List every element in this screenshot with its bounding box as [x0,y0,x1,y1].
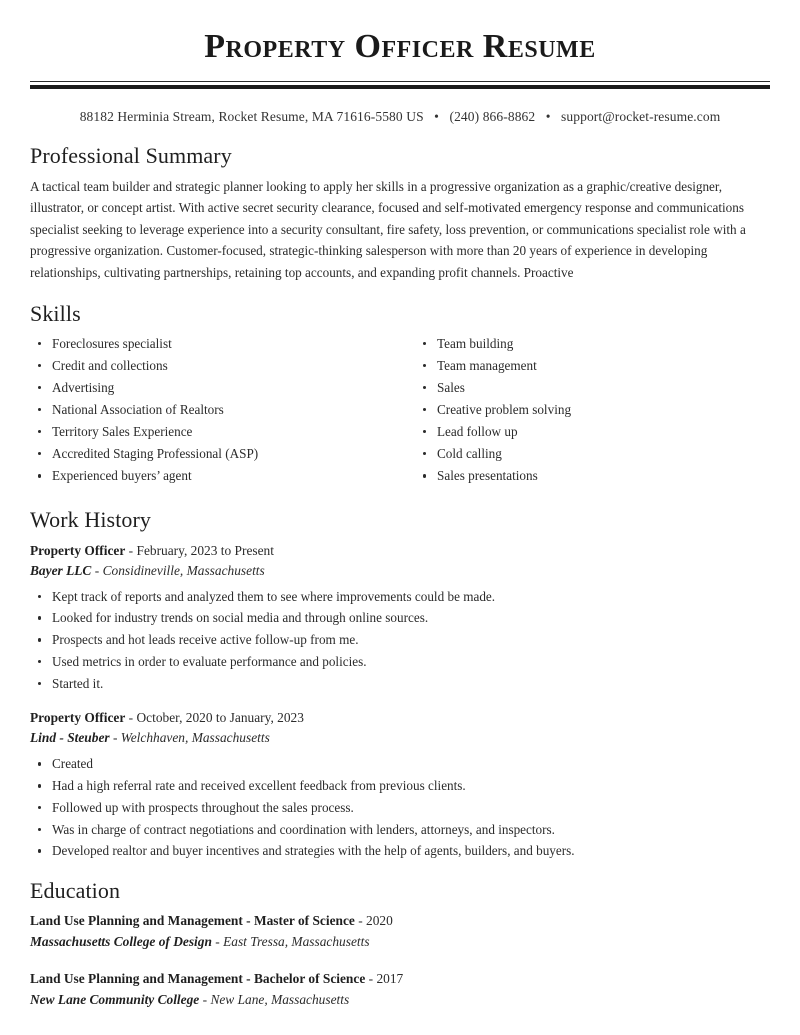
job-dash: - [128,542,134,558]
section-education [30,878,770,1010]
education-location: East Tressa, Massachusetts [223,934,370,950]
list-item: Had a high referral rate and received excellent feedback from previous clients. [30,777,770,795]
contact-phone: (240) 866-8862 [449,108,536,124]
divider-thick-line [30,85,770,89]
skills-list-left [30,335,400,485]
job-company-line [30,561,770,581]
skills-column-left [30,335,400,489]
job-company: Bayer LLC [30,562,92,578]
list-item: Was in charge of contract negotiations and coordination with lenders, attorneys, and inspectors. [30,821,770,839]
education-degree: Land Use Planning and Management - Master of Science [30,913,355,929]
list-item: Team management [415,357,770,375]
list-item: Cold calling [415,445,770,463]
list-item: Sales [415,379,770,397]
job-title-line [30,708,770,728]
job-company-dash: - [94,562,100,578]
work-history-entry [30,708,770,860]
section-heading-skills: Skills [30,301,81,327]
page-title: Property Officer Resume [204,28,596,65]
list-item: Lead follow up [415,423,770,441]
job-company-line [30,728,770,748]
education-degree-line [30,911,770,932]
skills-list-right [415,335,770,485]
education-location: New Lane, Massachusetts [210,991,350,1007]
education-school-dash: - [215,934,220,950]
job-title-line [30,541,770,561]
contact-separator-2: • [545,108,551,124]
contact-email: support@rocket-resume.com [561,108,721,124]
contact-separator-1: • [434,108,439,124]
job-company: Lind - Steuber [30,730,110,746]
list-item: Territory Sales Experience [30,423,400,441]
list-item: Experienced buyers’ agent [30,467,400,485]
education-school-line [30,990,770,1011]
section-heading-education: Education [30,877,121,903]
list-item: Kept track of reports and analyzed them to see where improvements could be made. [30,588,770,606]
education-degree: Land Use Planning and Management - Bachelor of Science [30,970,366,986]
education-entry [30,969,770,1011]
list-item: Team building [415,335,770,353]
job-company-dash: - [112,730,118,746]
education-degree-line [30,969,770,990]
education-year: 2020 [366,913,393,929]
list-item: Advertising [30,379,400,397]
summary-paragraph: A tactical team builder and strategic planner looking to apply her skills in a progressive organization as a graphic/creative designer, illustrator, or concept artist. With active secret security clearance, focused and self-motivated emergency response and communications specialist seeking to leverage experience into a security consultant, fire safety, loss prevention, or communications specialist role with a progressive organization. Customer-focused, strategic-thinking salesperson with more than 20 years of experience in developing relationships, cultivating partnerships, retaining top accounts, and expanding profit channels. Proactive [30,178,746,280]
list-item: Credit and collections [30,357,400,375]
job-dates: October, 2020 to January, 2023 [136,710,304,726]
list-item: National Association of Realtors [30,401,400,419]
skills-column-right [400,335,770,489]
list-item: Foreclosures specialist [30,335,400,353]
education-entry [30,911,770,953]
list-item: Creative problem solving [415,401,770,419]
list-item: Accredited Staging Professional (ASP) [30,445,400,463]
job-dash: - [128,710,134,726]
education-school-dash: - [202,991,208,1007]
list-item: Sales presentations [415,467,770,485]
job-location: Welchhaven, Massachusetts [120,730,270,746]
education-school: New Lane Community College [30,991,200,1007]
job-dates: February, 2023 to Present [136,542,274,558]
list-item: Followed up with prospects throughout the sales process. [30,799,770,817]
job-responsibilities-list [30,755,770,859]
section-skills [30,301,770,489]
list-item: Started it. [30,675,770,693]
education-school: Massachusetts College of Design [30,934,212,950]
list-item: Used metrics in order to evaluate performance and policies. [30,653,770,671]
skills-columns [30,335,770,489]
list-item: Looked for industry trends on social media and through online sources. [30,609,770,627]
section-heading-work-history: Work History [30,507,152,533]
list-item: Prospects and hot leads receive active follow-up from me. [30,631,770,649]
section-heading-summary: Professional Summary [30,142,232,168]
contact-address: 88182 Herminia Stream, Rocket Resume, MA 71616-5580 US [79,108,424,124]
job-title: Property Officer [30,542,126,558]
job-responsibilities-list [30,588,770,692]
section-work-history [30,507,770,860]
list-item: Developed realtor and buyer incentives and strategies with the help of agents, builders, and buyers. [30,842,770,860]
work-history-entry [30,541,770,693]
education-dash: - [358,913,363,929]
education-dash: - [368,970,374,986]
job-location: Considineville, Massachusetts [102,562,265,578]
list-item: Created [30,755,770,773]
education-school-line [30,932,770,953]
section-professional-summary [30,143,770,284]
education-year: 2017 [376,970,404,986]
job-title: Property Officer [30,710,126,726]
header-divider [30,81,770,89]
contact-line [30,109,770,125]
